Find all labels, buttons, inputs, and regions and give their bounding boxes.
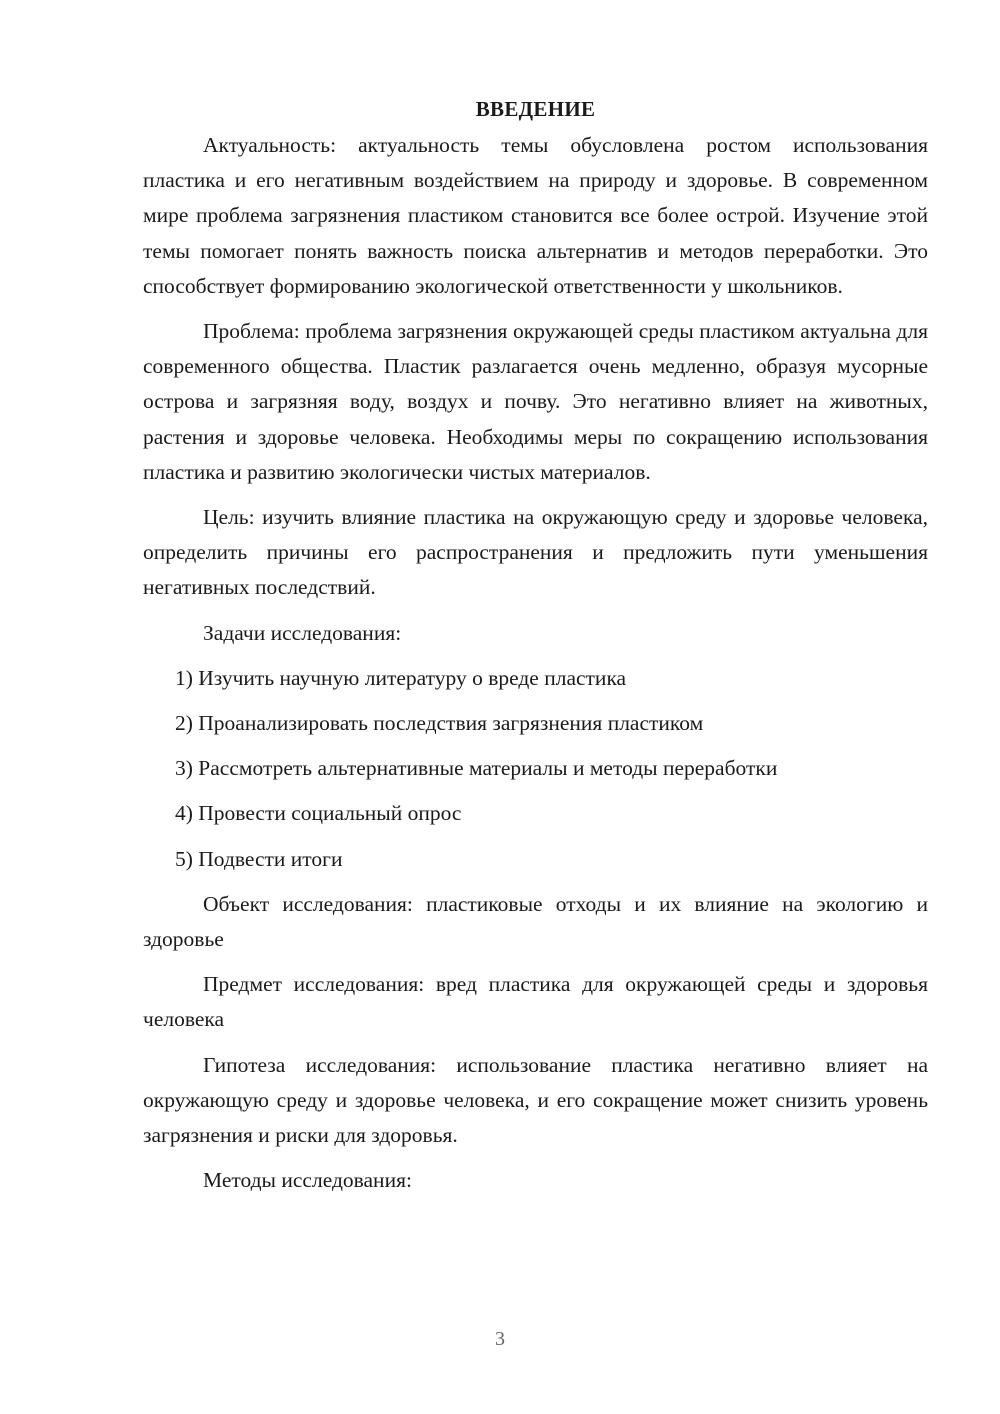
tasks-list: [143, 661, 928, 877]
paragraph-object: Объект исследования: пластиковые отходы и их влияние на экологию и здоровье: [143, 891, 928, 952]
list-item: 4) Провести социальный опрос: [175, 801, 462, 826]
list-item: 2) Проанализировать последствия загрязнения пластиком: [175, 711, 704, 736]
tasks-heading: Задачи исследования:: [203, 620, 402, 645]
paragraph-subject: Предмет исследования: вред пластика для окружающей среды и здоровья человека: [143, 972, 928, 1032]
section-title: ВВЕДЕНИЕ: [475, 97, 596, 121]
paragraph-problem: Проблема: проблема загрязнения окружающей среды пластиком актуальна для современного общества. Пластик разлагается очень медленно, образуя мусорные острова и загрязняя воду, воздух и почву. Это негативно влияет на животных, растения и здоровье человека. Необходимы меры по сокращению использования пластика и развитию экологически чистых материалов.: [143, 319, 928, 484]
paragraph-relevance: Актуальность: актуальность темы обусловлена ростом использования пластика и его негативным воздействием на природу и здоровье. В современном мире проблема загрязнения пластиком становится все более острой. Изучение этой темы помогает понять важность поиска альтернатив и методов переработки. Это способствует формированию экологической ответственности у школьников.: [143, 133, 928, 298]
page-number: 3: [495, 1328, 505, 1350]
paragraph-hypothesis: Гипотеза исследования: использование пластика негативно влияет на окружающую среду и здоровье человека, и его сокращение может снизить уровень загрязнения и риски для здоровья.: [143, 1052, 928, 1148]
paragraph-goal: Цель: изучить влияние пластика на окружающую среду и здоровье человека, определить причины его распространения и предложить пути уменьшения негативных последствий.: [143, 505, 928, 600]
methods-heading: Методы исследования:: [203, 1168, 412, 1193]
list-item: 5) Подвести итоги: [175, 846, 343, 871]
list-item: 3) Рассмотреть альтернативные материалы и методы переработки: [175, 756, 778, 781]
page-content: [143, 92, 928, 1208]
list-item: 1) Изучить научную литературу о вреде пластика: [175, 665, 627, 690]
